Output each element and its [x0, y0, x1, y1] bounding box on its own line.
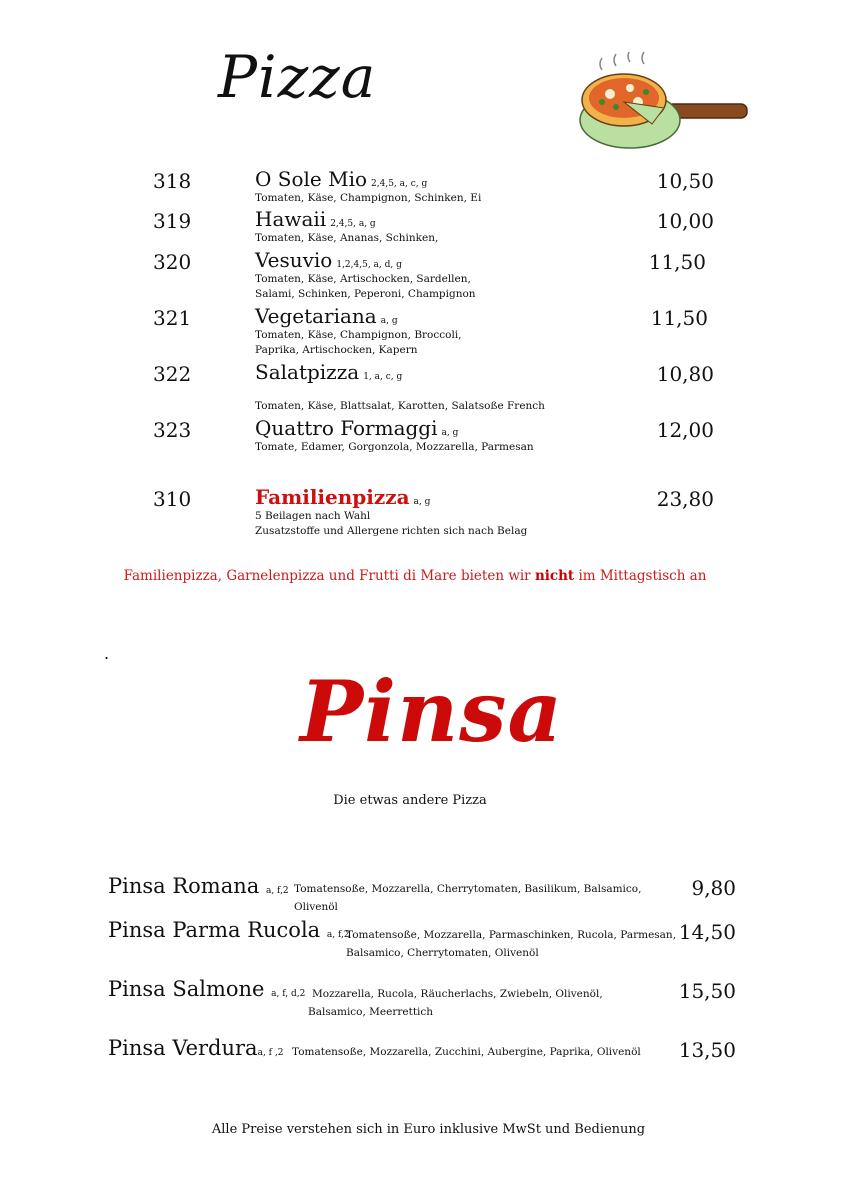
pinsa-item-description: Mozzarella, Rucola, Räucherlachs, Zwiebeln, Olivenöl, Balsamico, Meerrettich	[308, 988, 603, 1018]
item-name: Vesuvio 1,2,4,5, a, d, g	[255, 248, 402, 272]
item-number: 321	[153, 306, 192, 330]
item-description: Tomate, Edamer, Gorgonzola, Mozzarella, Parmesan	[255, 441, 534, 453]
item-price: 11,50	[648, 250, 706, 274]
item-codes: 2,4,5, a, g	[330, 219, 376, 229]
stray-dot: .	[104, 644, 110, 663]
pinsa-item-price: 9,80	[691, 876, 736, 900]
pinsa-item-description: Tomatensoße, Mozzarella, Parmaschinken, Rucola, Parmesan, Balsamico, Cherrytomaten, Olivenöl	[346, 929, 677, 959]
item-codes: a, g	[413, 497, 431, 507]
pinsa-subtitle: Die etwas andere Pizza	[333, 793, 487, 808]
pinsa-item-name: Pinsa Salmone a, f, d,2	[108, 977, 306, 1001]
pinsa-item-price: 15,50	[678, 979, 736, 1003]
item-number: 310	[153, 487, 192, 511]
item-description: Tomaten, Käse, Artischocken, Sardellen, Salami, Schinken, Peperoni, Champignon	[255, 273, 476, 300]
item-codes: 2,4,5, a, c, g	[371, 179, 428, 189]
item-name: Vegetariana a, g	[255, 304, 398, 328]
pinsa-item-name: Pinsa Romana a, f,2	[108, 874, 289, 898]
item-codes: a, f,2	[326, 930, 350, 940]
item-price: 10,50	[656, 169, 714, 193]
price-footer-note: Alle Preise verstehen sich in Euro inklusive MwSt und Bedienung	[211, 1122, 646, 1137]
pinsa-item-price: 14,50	[678, 920, 736, 944]
item-number: 320	[153, 250, 192, 274]
item-description: 5 Beilagen nach Wahl Zusatzstoffe und Allergene richten sich nach Belag	[255, 510, 528, 537]
item-number: 319	[153, 209, 192, 233]
item-number: 322	[153, 362, 192, 386]
pinsa-item-name: Pinsa Verduraa, f ,2	[108, 1036, 284, 1060]
item-codes: a, f,2	[265, 886, 289, 896]
item-codes: a, g	[380, 316, 398, 326]
item-name: O Sole Mio 2,4,5, a, c, g	[255, 167, 428, 191]
item-codes: 1, a, c, g	[363, 372, 403, 382]
item-price: 10,00	[656, 209, 714, 233]
item-price: 23,80	[656, 487, 714, 511]
item-codes: 1,2,4,5, a, d, g	[336, 260, 402, 270]
lunch-notice: Familienpizza, Garnelenpizza und Frutti di Mare bieten wir nicht im Mittagstisch an	[123, 568, 707, 584]
item-description: Tomaten, Käse, Ananas, Schinken,	[255, 232, 439, 244]
pinsa-item-name: Pinsa Parma Rucola a, f,2	[108, 918, 350, 942]
pinsa-title: Pinsa	[300, 662, 563, 761]
pizza-peel-icon	[572, 52, 752, 157]
item-number: 323	[153, 418, 192, 442]
pinsa-item-price: 13,50	[678, 1038, 736, 1062]
item-name-highlight: Familienpizza a, g	[255, 485, 431, 509]
item-description: Tomaten, Käse, Champignon, Broccoli, Paprika, Artischocken, Kapern	[255, 329, 462, 356]
item-price: 12,00	[656, 418, 714, 442]
item-price: 11,50	[650, 306, 708, 330]
item-description: Tomaten, Käse, Champignon, Schinken, Ei	[255, 192, 482, 204]
pinsa-item-description: Tomatensoße, Mozzarella, Cherrytomaten, Basilikum, Balsamico, Olivenöl	[294, 883, 642, 913]
pizza-title: Pizza	[218, 43, 377, 111]
item-name: Quattro Formaggi a, g	[255, 416, 459, 440]
item-codes: a, g	[441, 428, 459, 438]
item-codes: a, f, d,2	[271, 989, 306, 999]
item-codes: a, f ,2	[257, 1048, 284, 1058]
item-description: Tomaten, Käse, Blattsalat, Karotten, Salatsoße French	[255, 400, 545, 412]
item-number: 318	[153, 169, 192, 193]
pinsa-item-description: Tomatensoße, Mozzarella, Zucchini, Aubergine, Paprika, Olivenöl	[292, 1046, 641, 1058]
item-name: Hawaii 2,4,5, a, g	[255, 207, 376, 231]
item-name: Salatpizza 1, a, c, g	[255, 360, 403, 384]
item-price: 10,80	[656, 362, 714, 386]
